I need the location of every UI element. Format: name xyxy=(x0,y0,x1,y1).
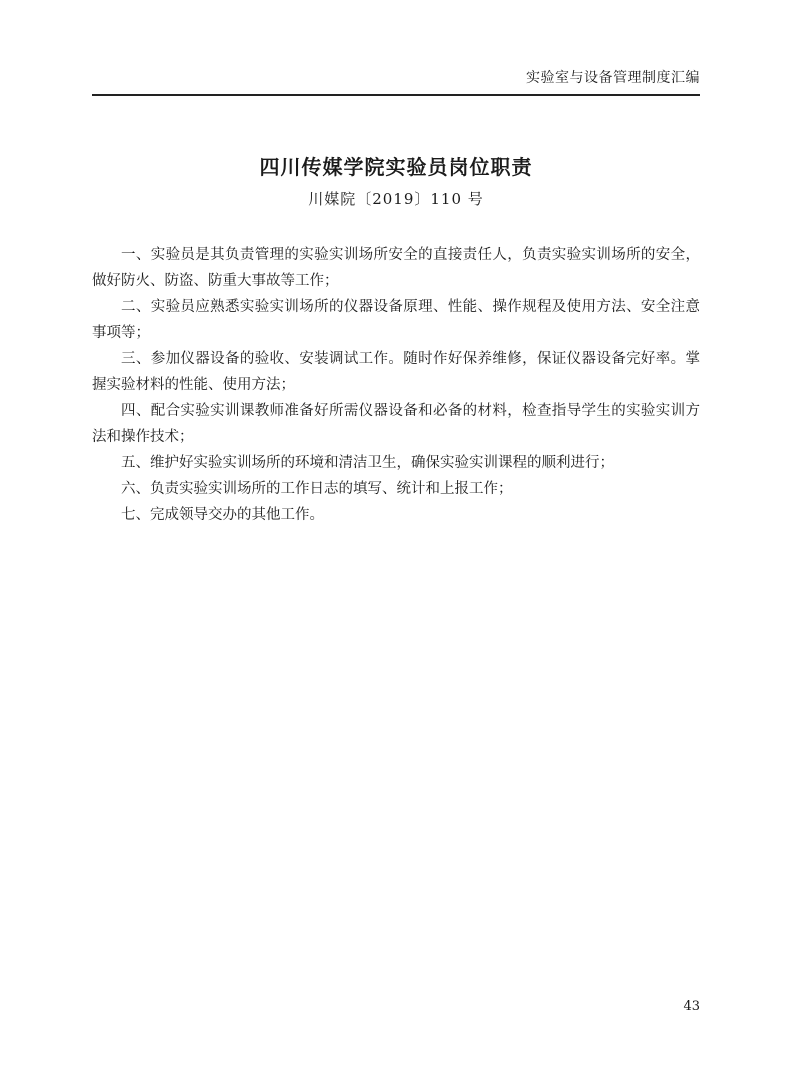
header-rule xyxy=(92,94,700,96)
document-body xyxy=(92,242,700,528)
paragraph-7: 七、完成领导交办的其他工作。 xyxy=(121,507,324,523)
paragraph-5: 五、维护好实验实训场所的环境和清洁卫生，确保实验实训课程的顺利进行； xyxy=(121,455,614,471)
document-title: 四川传媒学院实验员岗位职责 xyxy=(259,155,533,179)
paragraph-3: 三、参加仪器设备的验收、安装调试工作。随时作好保养维修，保证仪器设备完好率。掌握实验材料的性能、使用方法； xyxy=(92,351,700,393)
document-number: 川媒院〔2019〕110 号 xyxy=(308,190,484,208)
running-header: 实验室与设备管理制度汇编 xyxy=(526,70,700,86)
paragraph-4: 四、配合实验实训课教师准备好所需仪器设备和必备的材料，检查指导学生的实验实训方法和操作技术； xyxy=(92,403,700,445)
paragraph-2: 二、实验员应熟悉实验实训场所的仪器设备原理、性能、操作规程及使用方法、安全注意事项等； xyxy=(92,299,700,341)
paragraph-6: 六、负责实验实训场所的工作日志的填写、统计和上报工作； xyxy=(121,481,513,497)
paragraph-1: 一、实验员是其负责管理的实验实训场所安全的直接责任人，负责实验实训场所的安全，做好防火、防盗、防重大事故等工作； xyxy=(92,247,700,289)
page-number: 43 xyxy=(683,999,700,1014)
